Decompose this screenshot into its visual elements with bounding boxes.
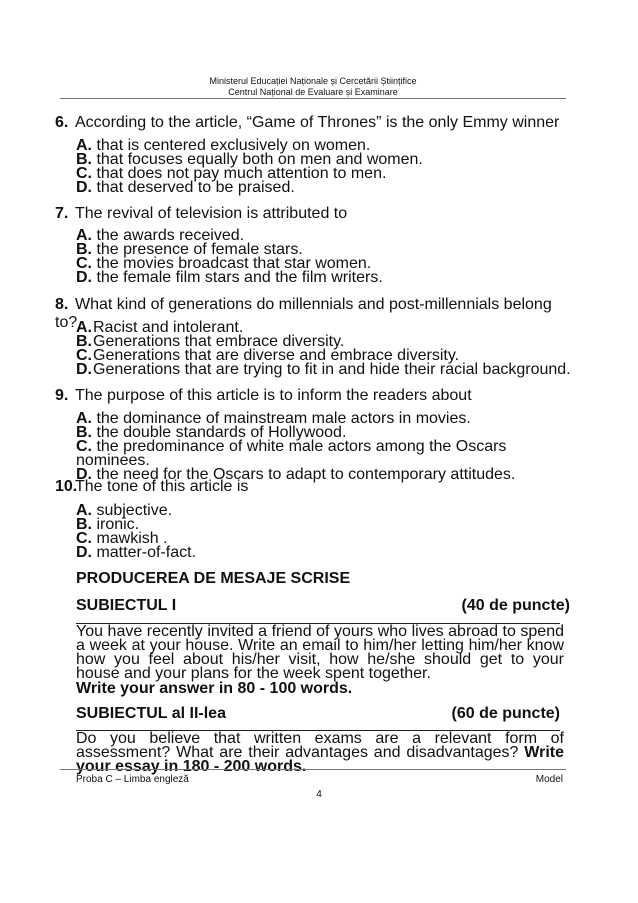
subject-2-heading [76,705,570,723]
option-letter: A. [76,502,92,519]
footer-divider [60,769,566,770]
option-d [76,546,576,560]
question-text: The purpose of this article is to inform the readers about [75,387,472,404]
question-text: The revival of television is attributed to [75,205,348,222]
option-letter: C. [76,255,92,272]
subject-2-instruction: Write your essay in 180 - 200 words. [76,744,564,775]
subject-2-title: SUBIECTUL al II-lea [76,705,226,722]
option-text: subjective. [92,502,173,519]
question-number: 6. [55,114,69,131]
subject-1-instruction: Write your answer in 80 - 100 words. [76,680,353,697]
question-number: 9. [55,387,69,404]
option-d [76,181,576,195]
option-text: that does not pay much attention to men. [92,165,387,182]
subject-2-points: (60 de puncte) [451,705,560,722]
option-letter: B. [76,516,92,533]
option-letter: B. [76,241,92,258]
option-text: the need for the Oscars to adapt to contemporary attitudes. [92,466,516,483]
option-text: mawkish . [92,530,168,547]
question-9-options [76,412,576,482]
question-10-options [76,504,576,560]
option-letter: C. [76,347,92,364]
question-text: The tone of this article is [75,478,249,495]
option-text: the predominance of white male actors among the Oscars nominees. [76,438,507,469]
option-text: the awards received. [92,227,245,244]
option-letter: D. [76,466,92,483]
question-6 [55,114,575,132]
document-header [60,76,566,98]
option-text: the movies broadcast that star women. [92,255,372,272]
page-number: 4 [316,789,322,800]
subject-2-prompt-text: Do you believe that written exams are a relevant form of assessment? What are their advantages and disadvantages? [76,730,564,761]
question-7 [55,205,575,223]
option-letter: D. [76,269,92,286]
option-d [76,363,576,377]
header-divider [60,98,566,99]
question-text: What kind of generations do millennials and post-millennials belong to? [55,296,552,331]
option-text: Racist and intolerant. [93,319,244,336]
option-text: that deserved to be praised. [92,179,295,196]
option-text: the female film stars and the film writers. [92,269,383,286]
footer-exam-name: Proba C – Limba engleză [76,774,189,785]
ministry-name: Ministerul Educației Naționale și Cercetării Științifice [209,76,417,86]
option-letter: A. [76,227,92,244]
option-letter: C. [76,438,92,455]
option-letter: A. [76,137,92,154]
option-text: Generations that are trying to fit in and hide their racial background. [93,361,571,378]
option-letter: A. [76,319,92,336]
option-text: matter-of-fact. [92,544,197,561]
option-letter: D. [76,544,92,561]
center-name: Centrul Național de Evaluare și Examinare [228,87,398,97]
subject-1-title: SUBIECTUL I [76,597,177,614]
option-letter: B. [76,151,92,168]
option-text: that is centered exclusively on women. [92,137,371,154]
question-6-options [76,139,576,195]
option-text: the presence of female stars. [92,241,303,258]
question-7-options [76,229,576,285]
option-text: Generations that embrace diversity. [93,333,345,350]
subject-2-prompt [76,732,564,774]
option-letter: B. [76,424,92,441]
question-number: 10. [55,478,78,495]
option-text: that focuses equally both on men and women. [92,151,423,168]
option-letter: D. [76,179,92,196]
option-letter: A. [76,410,92,427]
question-8-options [76,321,576,377]
option-d [76,271,576,285]
question-number: 8. [55,296,69,313]
option-a [76,504,576,518]
question-number: 7. [55,205,69,222]
question-10 [55,478,575,496]
option-text: the double standards of Hollywood. [92,424,347,441]
option-letter: C. [76,530,92,547]
option-letter: D. [76,361,92,378]
subject-1-heading [76,597,570,615]
option-c [76,440,576,468]
option-text: Generations that are diverse and embrace diversity. [93,347,460,364]
section-title: PRODUCEREA DE MESAJE SCRISE [76,570,351,587]
footer-model-label: Model [535,774,563,785]
option-letter: C. [76,165,92,182]
question-9 [55,387,575,405]
question-text: According to the article, “Game of Thrones” is the only Emmy winner [75,114,560,131]
subject-1-points: (40 de puncte) [461,597,570,614]
option-letter: B. [76,333,92,350]
option-text: the dominance of mainstream male actors in movies. [92,410,471,427]
subject-1-prompt: You have recently invited a friend of yours who lives abroad to spend a week at your house. Write an email to him/her letting him/her know how you feel about his/her visit, how he/she should get to your house and your plans for the week spent together. [76,623,564,682]
option-text: ironic. [92,516,140,533]
